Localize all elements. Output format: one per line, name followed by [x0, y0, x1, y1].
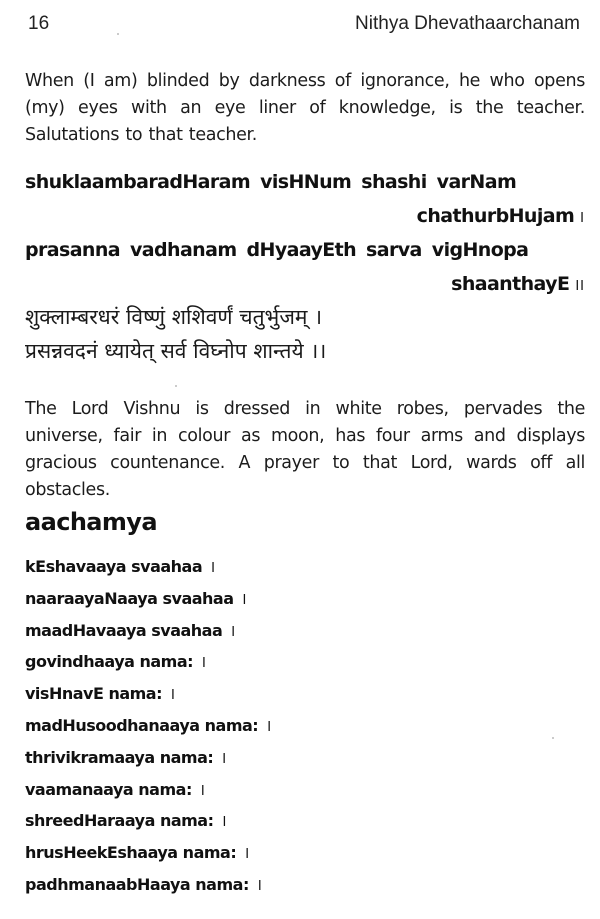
section-heading: aachamya [25, 508, 157, 536]
mantra-text: naaraayaNaaya svaahaa [25, 588, 234, 608]
danda-mark: I [242, 592, 246, 608]
danda-mark: I [222, 751, 226, 767]
devanagari-line-1: शुक्लाम्बरधरं विष्णुं शशिवर्णं चतुर्भुजम् । [25, 305, 323, 329]
danda-mark: I [200, 783, 205, 799]
list-item [25, 869, 271, 901]
devanagari-verse [25, 300, 585, 368]
verse-line-2-end [25, 267, 585, 301]
intro-paragraph: When (I am) blinded by darkness of ignorance, he who opens (my) eyes with an eye liner of knowledge, is the teacher. Salutations to that teacher. [25, 71, 585, 145]
mantra-text: shreedHaraaya nama: [25, 811, 214, 831]
danda-mark: I [231, 624, 235, 640]
mantra-text: madHusoodhanaaya nama: [25, 715, 259, 735]
mantra-text: hrusHeekEshaaya nama: [25, 843, 237, 863]
verse-line-1: shuklaambaradHaram visHNum shashi varNam [25, 171, 517, 193]
danda-mark: I [222, 815, 226, 831]
page-number: 16 [28, 13, 50, 34]
list-item [25, 774, 271, 806]
danda-mark: I [245, 847, 249, 863]
mantra-text: govindhaaya nama: [25, 652, 194, 672]
mantra-text: maadHavaaya svaahaa [25, 620, 223, 640]
danda-mark: I [211, 561, 215, 576]
list-item [25, 615, 271, 647]
scan-speck [552, 737, 554, 739]
mantra-text: kEshavaaya svaahaa [25, 557, 203, 576]
list-item [25, 583, 271, 615]
list-item [25, 837, 271, 869]
list-item [25, 710, 271, 742]
devanagari-line-2: प्रसन्नवदनं ध्यायेत् सर्व विघ्नोप शान्तये ।। [25, 339, 327, 363]
mantra-text: thrivikramaaya nama: [25, 747, 214, 767]
list-item [25, 805, 271, 837]
list-item [25, 646, 271, 678]
danda-mark: I [202, 656, 206, 672]
scan-speck [117, 33, 119, 35]
danda-mark: I [580, 211, 585, 226]
verse-line-2: prasanna vadhanam dHyaayEth sarva vigHnopa [25, 239, 529, 261]
mantra-text: vaamanaaya nama: [25, 779, 192, 799]
double-danda-mark: II [575, 279, 585, 294]
aachamya-mantra-list [25, 551, 271, 901]
danda-mark: I [257, 878, 262, 894]
translation-paragraph: The Lord Vishnu is dressed in white robes, pervades the universe, fair in colour as moon, has four arms and displays gracious countenance. A prayer to that Lord, wards off all obstacles. [25, 399, 585, 500]
mantra-text: padhmanaabHaaya nama: [25, 874, 249, 894]
verse-line-2-end-text: shaanthayE [451, 273, 570, 295]
scan-speck [175, 385, 177, 387]
danda-mark: I [171, 688, 175, 704]
transliterated-verse [25, 165, 585, 301]
list-item [25, 551, 271, 583]
verse-line-1-end-text: chathurbHujam [416, 205, 575, 227]
danda-mark: I [267, 719, 271, 735]
running-header-title: Nithya Dhevathaarchanam [355, 13, 580, 34]
list-item [25, 742, 271, 774]
verse-line-1-end [25, 199, 585, 233]
list-item [25, 678, 271, 710]
mantra-text: visHnavE nama: [25, 684, 162, 704]
